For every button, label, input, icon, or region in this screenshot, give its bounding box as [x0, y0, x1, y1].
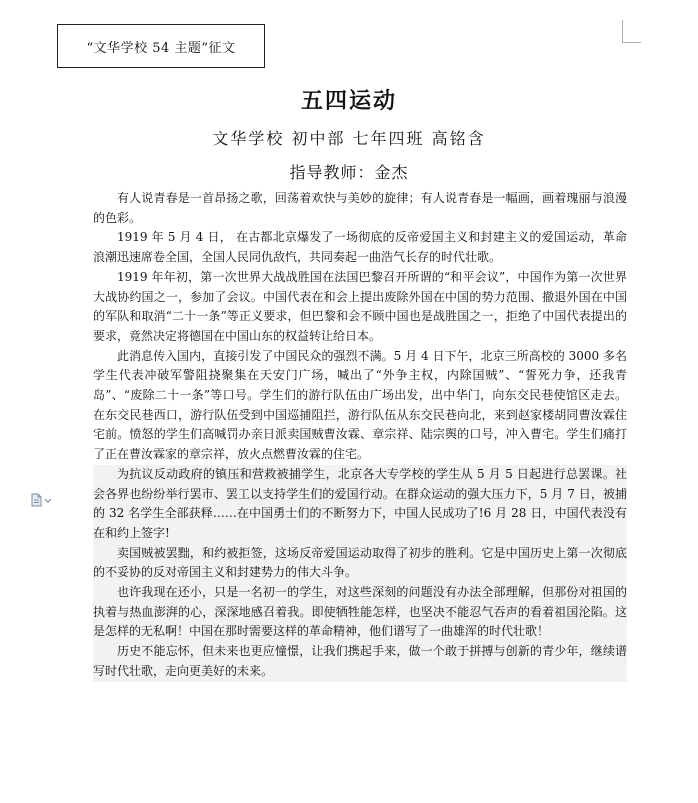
author-line: 文华学校 初中部 七年四班 高铭含 — [212, 129, 486, 148]
paragraph-3: 1919 年年初，第一次世界大战战胜国在法国巴黎召开所谓的“和平会议”，中国作为第一次世界大战协约国之一，参加了会议。中国代表在和会上提出废除外国在中国的势力范围、撤退外国在中国的军队和取消“二十一条”等正义要求，但巴黎和会不顾中国也是战胜国之一，拒绝了中国代表提出的要求，竟然决定将德国在中国山东的权益转让给日本。 — [93, 269, 627, 343]
paragraph-8: 历史不能忘怀，但未来也更应憧憬，让我们携起手来，做一个敢于拼搏与创新的青少年，继续谱写时代壮歌，走向更美好的未来。 — [93, 642, 627, 681]
page-corner-mark — [622, 20, 641, 43]
teacher-line: 指导教师：金杰 — [289, 163, 409, 182]
paragraph-4: 此消息传入国内，直接引发了中国民众的强烈不满。5 月 4 日下午，北京三所高校的 3000 多名学生代表冲破军警阻挠聚集在天安门广场，喊出了“外争主权，内除国贼”、“誓死力争，还我青岛”、“废除二十一条”等口号。学生们的游行队伍由广场出发，出中华门，向东交民巷使馆区走去。在东交民巷西口，游行队伍受到中国巡捕阻拦，游行队伍从东交民巷向北，来到赵家楼胡同曹汝霖住宅前。愤怒的学生们高喊罚办亲日派卖国贼曹汝霖、章宗祥、陆宗舆的口号，冲入曹宅。学生们痛打了正在曹汝霖家的章宗祥，放火点燃曹汝霖的住宅。 — [93, 348, 627, 462]
paragraph-7: 也许我现在还小，只是一名初一的学生，对这些深刻的问题没有办法全部理解，但那份对祖国的执着与热血澎湃的心，深深地感召着我。即使牺牲能怎样，也坚决不能忍气吞声的看着祖国沦陷。这是怎样的无私啊！中国在那时需要这样的革命精神，他们谱写了一曲雄浑的时代壮歌！ — [93, 583, 627, 642]
paragraph-6: 卖国贼被罢黜，和约被拒签，这场反帝爱国运动取得了初步的胜利。它是中国历史上第一次彻底的不妥协的反对帝国主义和封建势力的伟大斗争。 — [93, 544, 627, 583]
essay-tag-label: “文华学校 54 主题”征文 — [86, 40, 236, 56]
paragraph-5: 为抗议反动政府的镇压和营救被捕学生，北京各大专学校的学生从 5 月 5 日起进行总罢课。社会各界也纷纷举行罢市、罢工以支持学生们的爱国行动。在群众运动的强大压力下，5 月 7 日，被捕的 32 名学生全部获释……在中国勇士们的不断努力下，中国人民成功了!6 月 28 日，中国代表没有在和约上签字! — [93, 465, 627, 544]
essay-tag-box — [57, 24, 265, 68]
paste-options-icon[interactable] — [30, 492, 54, 506]
paragraph-1: 有人说青春是一首昂扬之歌，回荡着欢快与美妙的旋律；有人说青春是一幅画，画着瑰丽与浪漫的色彩。 — [93, 191, 627, 225]
document-title: 五四运动 — [300, 88, 397, 114]
essay-body — [93, 189, 627, 682]
paragraph-2: 1919 年 5 月 4 日， 在古都北京爆发了一场彻底的反帝爱国主义和封建主义的爱国运动，革命浪潮迅速席卷全国，全国人民同仇敌忾，共同奏起一曲浩气长存的时代壮歌。 — [93, 230, 627, 265]
